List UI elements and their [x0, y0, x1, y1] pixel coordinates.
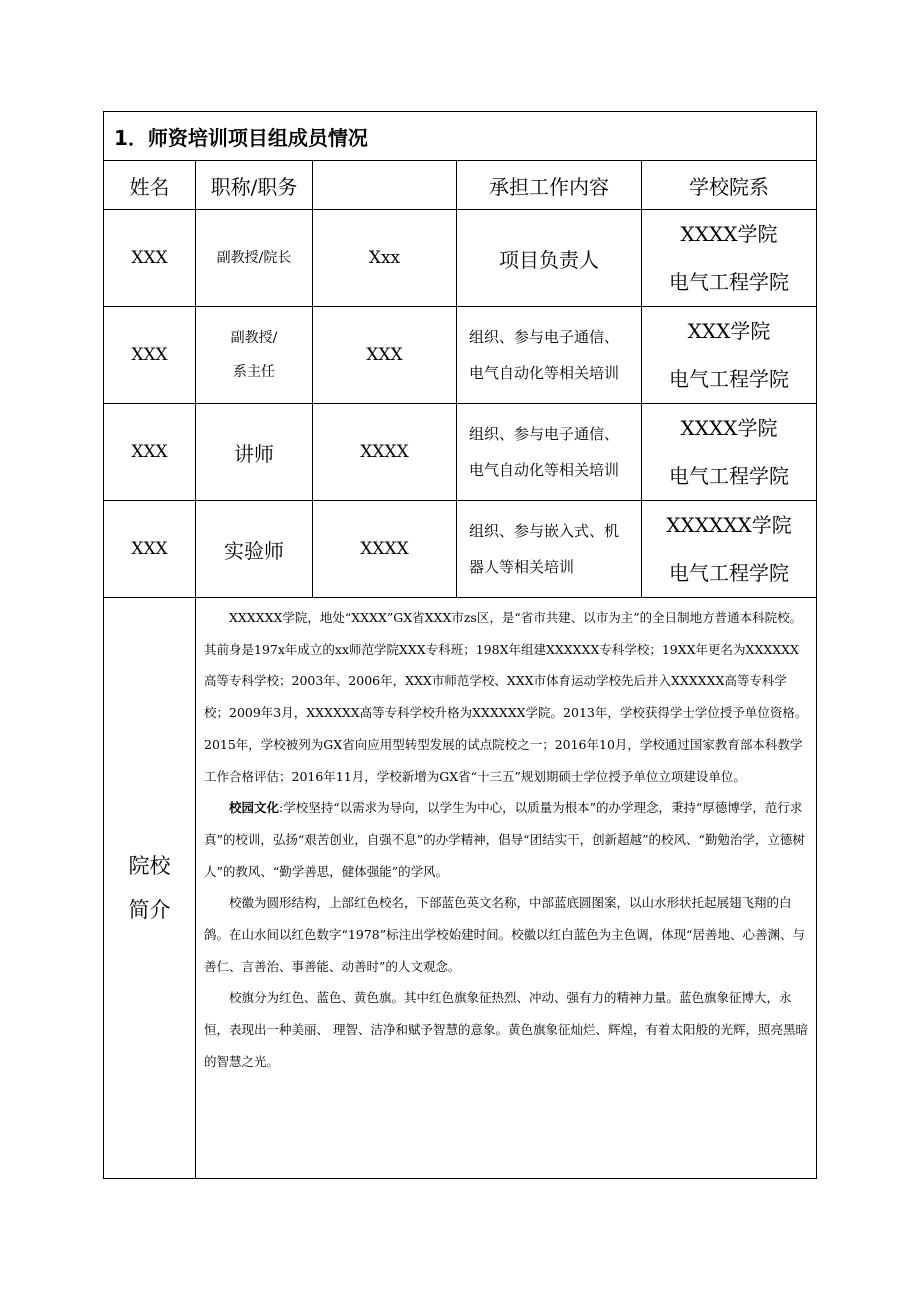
member-work-line2: 电气自动化等相关培训 [469, 364, 620, 382]
member-code: XXXX [313, 501, 457, 598]
member-title: 讲师 [196, 404, 313, 501]
member-work-line2: 器人等相关培训 [469, 558, 575, 576]
header-name: 姓名 [104, 161, 196, 210]
school-name: XXXXXX学院 [666, 513, 792, 537]
member-code: XXX [313, 307, 457, 404]
intro-label [104, 598, 196, 1179]
table-row [104, 501, 817, 598]
member-name: XXX [104, 501, 196, 598]
culture-text: :学校坚持“以需求为导向，以学生为中心，以质量为根本”的办学理念，秉持“厚德博学，范行求真”的校训，弘扬“艰苦创业，自强不息”的办学精神，倡导“团结实干，创新超越”的校风、“勤勉治学，立德树人”的教风、“勤学善思，健体强能”的学风。 [204, 800, 805, 879]
table-row [104, 307, 817, 404]
table-header [104, 161, 817, 210]
intro-label-line2: 简介 [128, 898, 171, 922]
member-name: XXX [104, 404, 196, 501]
member-work-line2: 电气自动化等相关培训 [469, 461, 620, 479]
member-title [196, 307, 313, 404]
header-blank [313, 161, 457, 210]
member-name: XXX [104, 307, 196, 404]
intro-paragraph-history: XXXXXX学院，地处“XXXX”GX省XXX市zs区，是“省市共建、以市为主”的全日制地方普通本科院校。其前身是197x年成立的xx师范学院XXX专科班；198X年组建XXXXXX专科学校；19XX年更名为XXXXXX高等专科学校；2003年、2006年，XXX市师范学校、XXX市体育运动学校先后并入XXXXXX高等专科学校；2009年3月，XXXXXX高等专科学校升格为XXXXXX学院。2013年，学校获得学士学位授予单位资格。 2015年，学校被列为GX省向应用型转型发展的试点院校之一；2016年10月，学校通过国家教育部本科教学工作合格评估；2016年11月，学校新增为GX省“十三五”规划期硕士学位授予单位立项建设单位。 [204, 610, 808, 784]
intro-paragraph-culture [204, 792, 808, 887]
table-row [104, 210, 817, 307]
member-work-line1: 组织、参与嵌入式、机 [469, 522, 620, 540]
member-work: 项目负责人 [457, 210, 642, 307]
intro-paragraph-flag: 校旗分为红色、蓝色、黄色旗。其中红色旗象征热烈、冲动、强有力的精神力量。蓝色旗象征博大，永恒，表现出一种美丽、 理智、洁净和赋予智慧的意象。黄色旗象征灿烂、辉煌，有着太阳般的光辉，照亮黑暗的智慧之光。 [204, 990, 808, 1069]
culture-label: 校园文化 [229, 800, 280, 816]
intro-paragraph-emblem: 校徽为圆形结构，上部红色校名，下部蓝色英文名称，中部蓝底圆图案，以山水形状托起展翅飞翔的白鸽。在山水间以红色数字“1978”标注出学校始建时间。校徽以红白蓝色为主色调，体现“居善地、心善渊、与善仁、言善治、事善能、动善时”的人文观念。 [204, 895, 805, 974]
member-title-line1: 副教授/ [230, 330, 278, 346]
member-work [457, 501, 642, 598]
member-title: 实验师 [196, 501, 313, 598]
member-code: Xxx [313, 210, 457, 307]
member-title-line2: 系主任 [233, 364, 275, 380]
member-school [642, 210, 817, 307]
header-work: 承担工作内容 [457, 161, 642, 210]
member-school [642, 307, 817, 404]
header-title: 职称/职务 [196, 161, 313, 210]
intro-label-line1: 院校 [128, 854, 171, 878]
department-name: 电气工程学院 [669, 464, 789, 488]
member-name: XXX [104, 210, 196, 307]
school-name: XXXX学院 [680, 416, 778, 440]
school-name: XXX学院 [687, 319, 771, 343]
school-name: XXXX学院 [680, 222, 778, 246]
member-school [642, 404, 817, 501]
department-name: 电气工程学院 [669, 561, 789, 585]
intro-text [196, 598, 817, 1179]
header-school: 学校院系 [642, 161, 817, 210]
section-title: 1．师资培训项目组成员情况 [104, 112, 817, 161]
member-title: 副教授/院长 [196, 210, 313, 307]
member-table [103, 111, 817, 1179]
member-school [642, 501, 817, 598]
member-work-line1: 组织、参与电子通信、 [469, 328, 620, 346]
member-code: XXXX [313, 404, 457, 501]
member-work [457, 307, 642, 404]
department-name: 电气工程学院 [669, 367, 789, 391]
member-work [457, 404, 642, 501]
intro-row [104, 598, 817, 1179]
member-work-line1: 组织、参与电子通信、 [469, 425, 620, 443]
department-name: 电气工程学院 [669, 270, 789, 294]
table-row [104, 404, 817, 501]
